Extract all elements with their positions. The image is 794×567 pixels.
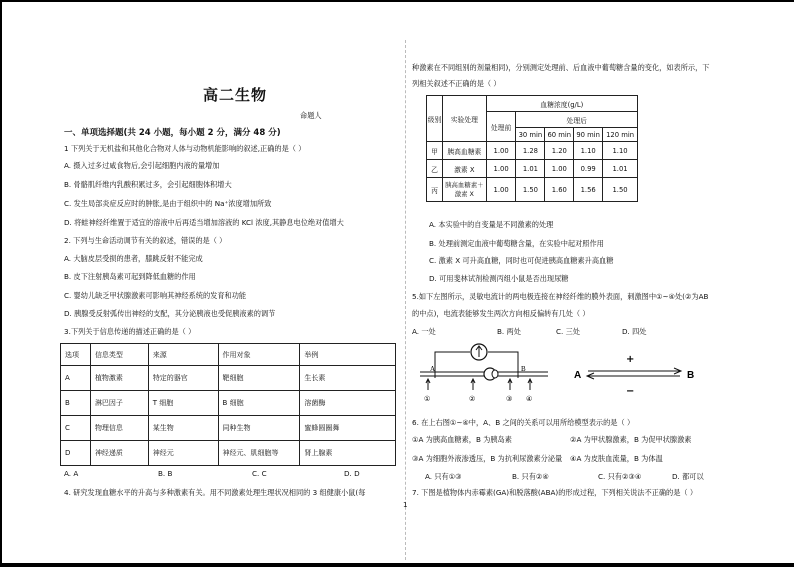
- table-cell: 胰高血糖素: [442, 142, 486, 160]
- table-header-row: [427, 96, 638, 112]
- scan-edge-left: [0, 0, 2, 567]
- q4-option-d: D. 可用斐林试剂检测丙组小鼠是否出现尿糖: [429, 274, 569, 283]
- q5-stem-continued: 的中点)，电流表能够发生两次方向相反偏转有几处（ ）: [412, 309, 590, 318]
- q1-option-b: B. 骨骼肌纤维内乳酸积累过多，会引起细胞体积增大: [64, 180, 232, 189]
- table-cell: B: [61, 391, 91, 416]
- model-minus: −: [626, 386, 635, 397]
- table-cell: 1.00: [486, 178, 516, 202]
- q6-item-3: ③A 为细胞外液渗透压，B 为抗利尿激素分泌量: [412, 454, 563, 463]
- table-cell: 1.01: [603, 160, 638, 178]
- q6-item-4: ④A 为皮肤血流量，B 为体温: [570, 454, 663, 463]
- table-cell: 激素 X: [442, 160, 486, 178]
- electrode-label-a: A: [430, 365, 436, 373]
- table-header: 来源: [148, 344, 218, 366]
- stimulus-mark-4: ④: [526, 395, 533, 403]
- stimulus-mark-2: ②: [469, 395, 476, 403]
- q1-option-c: C. 发生局部炎症反应时的肿胀,是由于组织中的 Na⁺浓度增加所致: [64, 199, 272, 208]
- q2-option-c: C. 婴幼儿缺乏甲状腺激素可影响其神经系统的发育和功能: [64, 291, 247, 300]
- q5-option-d: D. 四处: [622, 327, 647, 336]
- q6-option-d: D. 都可以: [672, 472, 704, 481]
- electrode-label-b: B: [521, 365, 526, 373]
- time-header: 30 min: [516, 128, 545, 142]
- table-cell: 1.50: [516, 178, 545, 202]
- time-header: 60 min: [545, 128, 574, 142]
- table-row: [61, 441, 396, 466]
- table-header: 作用对象: [218, 344, 300, 366]
- q6-item-1: ①A 为胰高血糖素，B 为胰岛素: [412, 435, 512, 444]
- table-cell: 靶细胞: [218, 366, 300, 391]
- table-row: [61, 366, 396, 391]
- q2-option-d: D. 胰腺受反射弧传出神经的支配，其分泌胰液也受促胰液素的调节: [64, 309, 276, 318]
- page-number: 1: [403, 500, 408, 509]
- table-cell: 1.10: [574, 142, 603, 160]
- ab-model-figure: [570, 352, 705, 397]
- q6-option-b: B. 只有②④: [512, 472, 549, 481]
- table-cell: 神经递质: [90, 441, 148, 466]
- q5-stem: 5.如下左图所示，灵敏电流计的两电极连接在神经纤维的膜外表面，刺激图中①~④处(②为AB: [412, 292, 709, 301]
- table-cell: 蜜蜂圆圈舞: [300, 416, 396, 441]
- table-cell: 溶菌酶: [300, 391, 396, 416]
- table-cell: 淋巴因子: [90, 391, 148, 416]
- q7-stem: 7. 下图是植物体内赤霉素(GA)和脱落酸(ABA)的形成过程，下列相关说法不正确的是（ ）: [412, 488, 698, 497]
- table-cell: 神经元: [148, 441, 218, 466]
- table-cell: A: [61, 366, 91, 391]
- q4-option-c: C. 激素 X 可升高血糖，同时也可促进胰高血糖素升高血糖: [429, 256, 614, 265]
- after-header: 处理后: [516, 112, 638, 128]
- q2-option-a: A. 大脑皮层受损的患者，膝跳反射不能完成: [64, 254, 203, 263]
- q6-item-2: ②A 为甲状腺激素，B 为促甲状腺激素: [570, 435, 692, 444]
- q4-stem-continued: 种激素在不同组别的剂量相同)，分别测定处理前、后血液中葡萄糖含量的变化，如表所示，下: [412, 63, 710, 72]
- nerve-fiber-figure: [418, 340, 553, 408]
- table-cell: C: [61, 416, 91, 441]
- table-header: 选项: [61, 344, 91, 366]
- table-cell: 肾上腺素: [300, 441, 396, 466]
- table-cell: 1.01: [516, 160, 545, 178]
- stimulus-mark-1: ①: [424, 395, 431, 403]
- table-cell: 胰高血糖素＋激素 X: [442, 178, 486, 202]
- table-cell: 1.00: [486, 160, 516, 178]
- q3-answer-c: C. C: [252, 469, 267, 478]
- stimulus-mark-3: ③: [506, 395, 513, 403]
- before-header: 处理前: [486, 112, 516, 142]
- q4-table: [426, 95, 638, 202]
- q1-option-d: D. 将蛙神经纤维置于适宜的溶液中后再适当增加溶液的 KCl 浓度,其静息电位绝对值增大: [64, 218, 344, 227]
- q4-option-b: B. 处理前测定血液中葡萄糖含量，在实验中起对照作用: [429, 239, 604, 248]
- table-cell: 同种生物: [218, 416, 300, 441]
- model-label-a: A: [574, 370, 582, 381]
- table-cell: 丙: [427, 178, 443, 202]
- q4-option-a: A. 本实验中的自变量是不同激素的处理: [429, 220, 554, 229]
- q5-option-a: A. 一处: [412, 327, 436, 336]
- table-cell: D: [61, 441, 91, 466]
- table-cell: B 细胞: [218, 391, 300, 416]
- q3-answer-d: D. D: [344, 469, 360, 478]
- table-cell: 某生物: [148, 416, 218, 441]
- table-cell: 1.10: [603, 142, 638, 160]
- time-header: 90 min: [574, 128, 603, 142]
- treatment-header: 实验处理: [442, 96, 486, 142]
- table-cell: 生长素: [300, 366, 396, 391]
- table-header: 举例: [300, 344, 396, 366]
- q3-answer-a: A. A: [64, 469, 79, 478]
- table-cell: 神经元、肌细胞等: [218, 441, 300, 466]
- model-label-b: B: [687, 370, 695, 381]
- q3-table: [60, 343, 396, 466]
- synapse-inner-icon: [492, 370, 498, 378]
- table-cell: 1.00: [486, 142, 516, 160]
- table-cell: 1.28: [516, 142, 545, 160]
- q1-stem: 1 下列关于无机盐和其他化合物对人体与动物机能影响的叙述,正确的是（ ）: [64, 144, 306, 153]
- table-cell: 乙: [427, 160, 443, 178]
- table-row: [61, 391, 396, 416]
- table-cell: 植物激素: [90, 366, 148, 391]
- concentration-header: 血糖浓度(g/L): [486, 96, 637, 112]
- table-row: [61, 416, 396, 441]
- stimulus-arrows: [426, 379, 532, 390]
- q3-stem: 3.下列关于信息传递的描述正确的是（ ）: [64, 327, 196, 336]
- q3-answer-b: B. B: [158, 469, 173, 478]
- scan-edge-bottom: [0, 563, 794, 567]
- table-row: [427, 160, 638, 178]
- table-cell: 1.00: [545, 160, 574, 178]
- q4-stem: 4. 研究发现血糖水平的升高与多种激素有关。用不同激素处理生理状况相同的 3 组健康小鼠(每: [64, 488, 366, 497]
- table-cell: 1.56: [574, 178, 603, 202]
- scan-edge-top: [0, 0, 794, 2]
- q1-option-a: A. 摄入过多过咸食物后,会引起细胞内液的量增加: [64, 161, 220, 170]
- table-cell: 0.99: [574, 160, 603, 178]
- q4-stem-continued-2: 列相关叙述不正确的是（ ）: [412, 79, 501, 88]
- table-cell: T 细胞: [148, 391, 218, 416]
- table-cell: 1.20: [545, 142, 574, 160]
- group-header: 级别: [427, 96, 443, 142]
- q6-stem: 6. 在上右图①~④中，A、B 之间的关系可以用所给模型表示的是（ ）: [412, 418, 635, 427]
- table-cell: 1.50: [603, 178, 638, 202]
- table-cell: 特定的器官: [148, 366, 218, 391]
- q2-option-b: B. 皮下注射胰岛素可起到降低血糖的作用: [64, 272, 196, 281]
- q2-stem: 2. 下列与生命活动调节有关的叙述，错误的是（ ）: [64, 236, 227, 245]
- q6-option-a: A. 只有①③: [425, 472, 462, 481]
- section-heading: 一、单项选择题(共 24 小题，每小题 2 分，满分 48 分): [64, 128, 281, 138]
- author-label: 命题人: [300, 111, 322, 120]
- column-divider: [405, 40, 406, 560]
- q5-option-c: C. 三处: [556, 327, 580, 336]
- q6-option-c: C. 只有②③④: [598, 472, 642, 481]
- table-row: [427, 178, 638, 202]
- table-cell: 1.60: [545, 178, 574, 202]
- table-header-row: [61, 344, 396, 366]
- table-cell: 物理信息: [90, 416, 148, 441]
- time-header: 120 min: [603, 128, 638, 142]
- table-cell: 甲: [427, 142, 443, 160]
- table-header: 信息类型: [90, 344, 148, 366]
- q5-option-b: B. 两处: [497, 327, 521, 336]
- model-plus: +: [626, 354, 635, 365]
- table-row: [427, 142, 638, 160]
- page-title: 高二生物: [203, 86, 268, 104]
